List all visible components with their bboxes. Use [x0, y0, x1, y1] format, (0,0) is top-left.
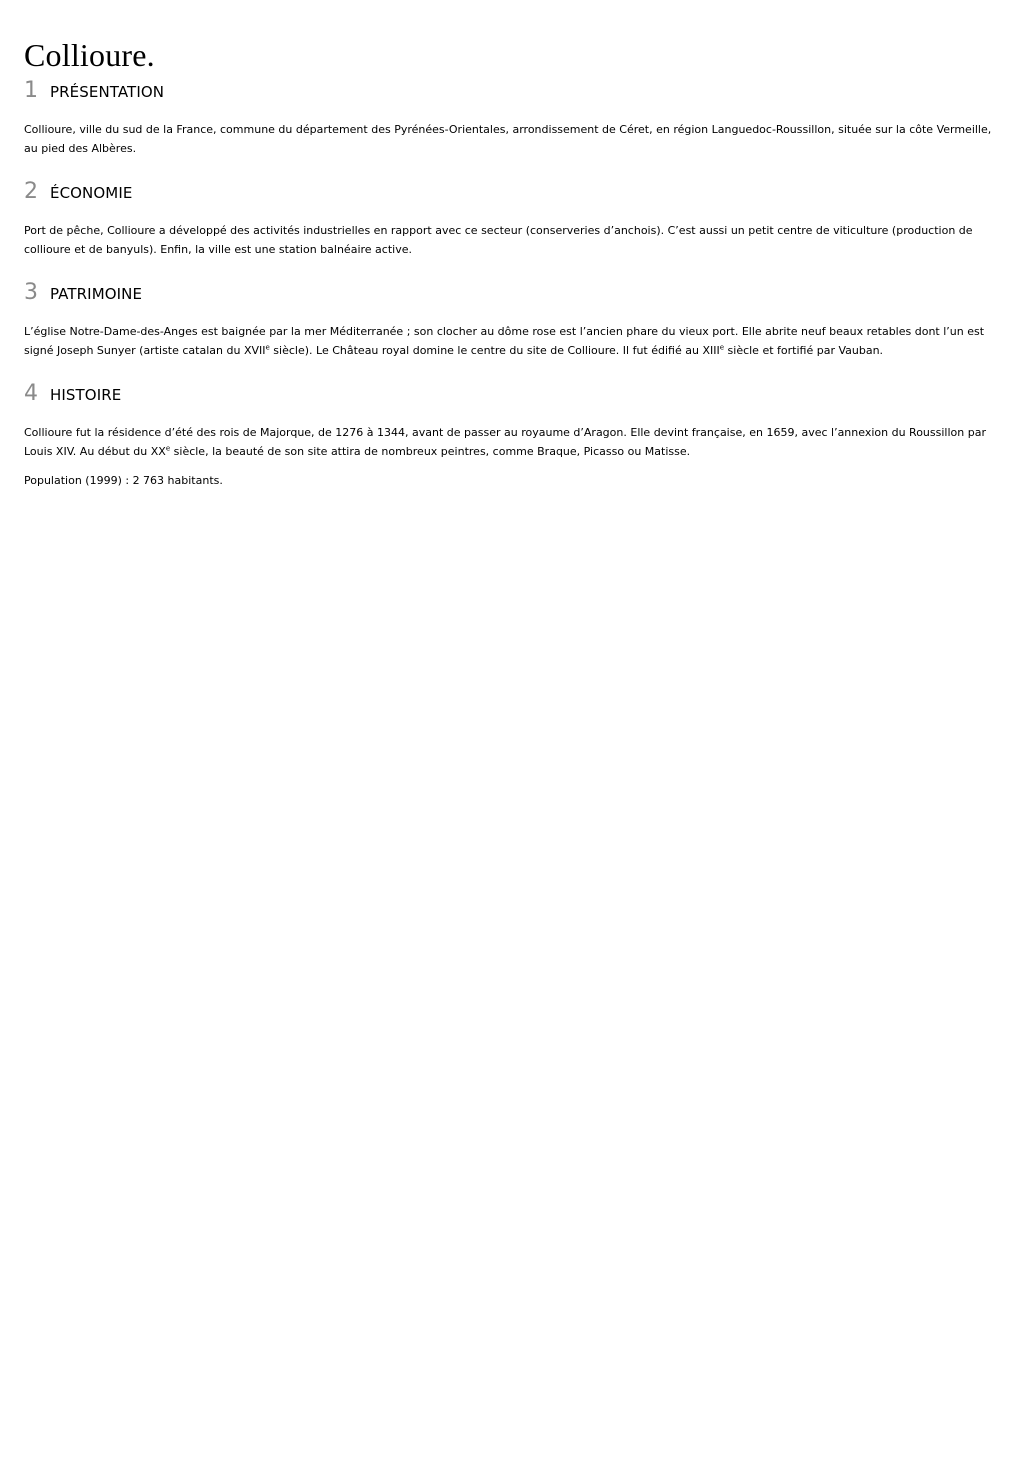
body-text: siècle, la beauté de son site attira de nombreux peintres, comme Braque, Picasso ou Matisse. — [170, 445, 691, 458]
section-number: 2 — [24, 179, 38, 204]
body-text: siècle et fortifié par Vauban. — [724, 344, 884, 357]
section-number: 3 — [24, 280, 38, 305]
section-title: ÉCONOMIE — [50, 184, 133, 202]
superscript: e — [265, 343, 270, 352]
superscript: e — [719, 343, 725, 352]
section-heading-patrimoine — [24, 278, 1000, 308]
body-text: Collioure fut la résidence d’été des rois de Majorque, de 1276 à 1344, avant de passer au royaume d’Aragon. Elle devint française, en 1659, avec l’annexion du Roussillon par Louis XIV. Au début du XX — [24, 426, 986, 458]
section-title: HISTOIRE — [50, 386, 122, 404]
section-heading-economie — [24, 177, 1000, 207]
section-body-histoire — [24, 423, 1000, 461]
body-text: L’église Notre-Dame-des-Anges est baignée par la mer Méditerranée ; son clocher au dôme rose est l’ancien phare du vieux port. Elle abrite neuf beaux retables dont l’un est signé Joseph Sunyer (artiste catalan du XVII — [24, 325, 985, 357]
section-title: PRÉSENTATION — [50, 83, 165, 101]
section-body-economie: Port de pêche, Collioure a développé des activités industrielles en rapport avec ce secteur (conserveries d’anchois). C’est aussi un petit centre de viticulture (production de collioure et de banyuls). Enfin, la ville est une station balnéaire active. — [24, 224, 973, 256]
section-body-patrimoine — [24, 322, 1000, 360]
section-title: PATRIMOINE — [50, 285, 143, 303]
section-body-presentation: Collioure, ville du sud de la France, commune du département des Pyrénées-Orientales, arrondissement de Céret, en région Languedoc-Roussillon, située sur la côte Vermeille, au pied des Albères. — [24, 123, 992, 155]
page-title: Collioure. — [24, 37, 155, 73]
section-number: 1 — [24, 78, 38, 103]
section-heading-presentation — [24, 76, 1000, 106]
document-page — [24, 0, 1000, 490]
body-text: siècle). Le Château royal domine le centre du site de Collioure. Il fut édifié au XIII — [269, 344, 720, 357]
superscript: e — [165, 444, 171, 453]
section-number: 4 — [24, 381, 38, 406]
population-text: Population (1999) : 2 763 habitants. — [24, 474, 223, 487]
section-heading-histoire — [24, 379, 1000, 409]
